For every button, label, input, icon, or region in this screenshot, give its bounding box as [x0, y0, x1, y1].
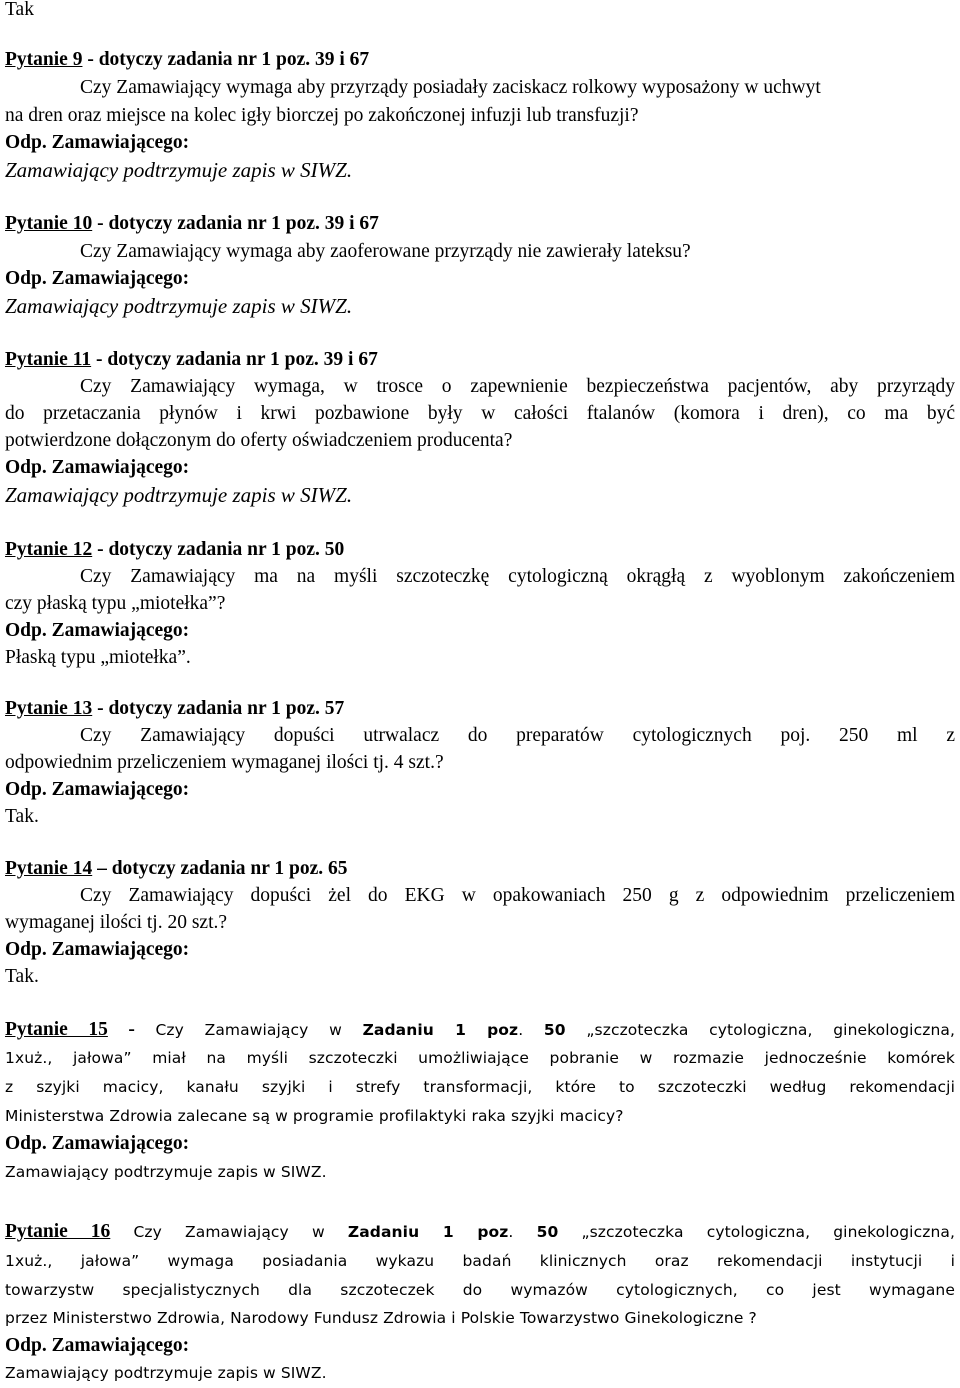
question-15-heading: Pytanie 15 - Czy Zamawiający w Zadaniu 1 poz. 50 „szczoteczka cytologiczna, ginekologiczna,	[5, 1019, 955, 1040]
answer-label: Odp. Zamawiającego:	[5, 457, 190, 478]
question-12-text: Czy Zamawiający ma na myśli szczoteczkę cytologiczną okrągłą z wyoblonym zakończeniem	[80, 566, 955, 587]
answer-text: Zamawiający podtrzymuje zapis w SIWZ.	[5, 158, 353, 182]
question-9-heading: Pytanie 9 - dotyczy zadania nr 1 poz. 39 i 67	[5, 49, 370, 70]
answer-label: Odp. Zamawiającego:	[5, 268, 190, 289]
question-15-text: Ministerstwa Zdrowia zalecane są w programie profilaktyki raka szyjki macicy?	[5, 1107, 624, 1125]
question-12-text: czy płaską typu „miotełka”?	[5, 593, 226, 614]
question-14-text: wymaganej ilości tj. 20 szt.?	[5, 912, 228, 933]
question-13-text: Czy Zamawiający dopuści utrwalacz do preparatów cytologicznych poj. 250 ml z	[80, 725, 955, 746]
question-9-text: Czy Zamawiający wymaga aby przyrządy posiadały zaciskacz rolkowy wyposażony w uchwyt	[80, 77, 821, 98]
answer-text: Zamawiający podtrzymuje zapis w SIWZ.	[5, 1163, 327, 1181]
question-12-heading: Pytanie 12 - dotyczy zadania nr 1 poz. 50	[5, 539, 345, 560]
question-label: Pytanie 11	[5, 349, 92, 370]
question-label: Pytanie 9	[5, 49, 83, 70]
question-label: Pytanie 12	[5, 539, 93, 560]
question-10-text: Czy Zamawiający wymaga aby zaoferowane przyrządy nie zawierały lateksu?	[80, 241, 691, 262]
question-11-text: potwierdzone dołączonym do oferty oświadczeniem producenta?	[5, 430, 513, 451]
question-11-text: Czy Zamawiający wymaga, w trosce o zapewnienie bezpieczeństwa pacjentów, aby przyrządy	[80, 376, 955, 397]
answer-label: Odp. Zamawiającego:	[5, 132, 190, 153]
answer-text: Zamawiający podtrzymuje zapis w SIWZ.	[5, 483, 353, 507]
question-10-heading: Pytanie 10 - dotyczy zadania nr 1 poz. 39 i 67	[5, 213, 379, 234]
answer-text: Tak.	[5, 806, 39, 827]
answer-label: Odp. Zamawiającego:	[5, 939, 190, 960]
answer-label: Odp. Zamawiającego:	[5, 1335, 190, 1356]
question-13-heading: Pytanie 13 - dotyczy zadania nr 1 poz. 57	[5, 698, 345, 719]
question-16-text: przez Ministerstwo Zdrowia, Narodowy Fundusz Zdrowia i Polskie Towarzystwo Ginekologiczne ?	[5, 1309, 757, 1327]
question-13-text: odpowiednim przeliczeniem wymaganej ilości tj. 4 szt.?	[5, 752, 444, 773]
question-15-text: 1xuż., jałowa” miał na myśli szczoteczki umożliwiające pobranie w rozmazie jednocześnie komórek	[5, 1049, 955, 1067]
answer-text: Płaską typu „miotełka”.	[5, 647, 191, 668]
question-14-text: Czy Zamawiający dopuści żel do EKG w opakowaniach 250 g z odpowiednim przeliczeniem	[80, 885, 955, 906]
question-label: Pytanie 15	[5, 1019, 108, 1040]
question-label: Pytanie 13	[5, 698, 93, 719]
answer-label: Odp. Zamawiającego:	[5, 620, 190, 641]
answer-text: Tak.	[5, 966, 39, 987]
answer-text: Zamawiający podtrzymuje zapis w SIWZ.	[5, 1364, 327, 1382]
question-11-text: do przetaczania płynów i krwi pozbawione były w całości ftalanów (komora i dren), co ma być	[5, 403, 955, 424]
question-label: Pytanie 16	[5, 1221, 111, 1242]
question-16-text: towarzystw specjalistycznych dla szczoteczek do wymazów cytologicznych, co jest wymagane	[5, 1281, 955, 1299]
question-9-text: na dren oraz miejsce na kolec igły biorczej po zakończonej infuzji lub transfuzji?	[5, 105, 639, 126]
question-label: Pytanie 10	[5, 213, 93, 234]
answer-label: Odp. Zamawiającego:	[5, 779, 190, 800]
question-label: Pytanie 14	[5, 858, 93, 879]
question-11-heading: Pytanie 11 - dotyczy zadania nr 1 poz. 39 i 67	[5, 349, 378, 370]
answer-label: Odp. Zamawiającego:	[5, 1133, 190, 1154]
question-16-heading: Pytanie 16 Czy Zamawiający w Zadaniu 1 poz. 50 „szczoteczka cytologiczna, ginekologiczna,	[5, 1221, 955, 1242]
question-15-text: z szyjki macicy, kanału szyjki i strefy transformacji, które to szczoteczki według rekomendacji	[5, 1078, 955, 1096]
question-16-text: 1xuż., jałowa” wymaga posiadania wykazu badań klinicznych oraz rekomendacji instytucji i	[5, 1252, 955, 1270]
top-answer: Tak	[5, 0, 34, 20]
question-14-heading: Pytanie 14 – dotyczy zadania nr 1 poz. 65	[5, 858, 348, 879]
answer-text: Zamawiający podtrzymuje zapis w SIWZ.	[5, 294, 353, 318]
